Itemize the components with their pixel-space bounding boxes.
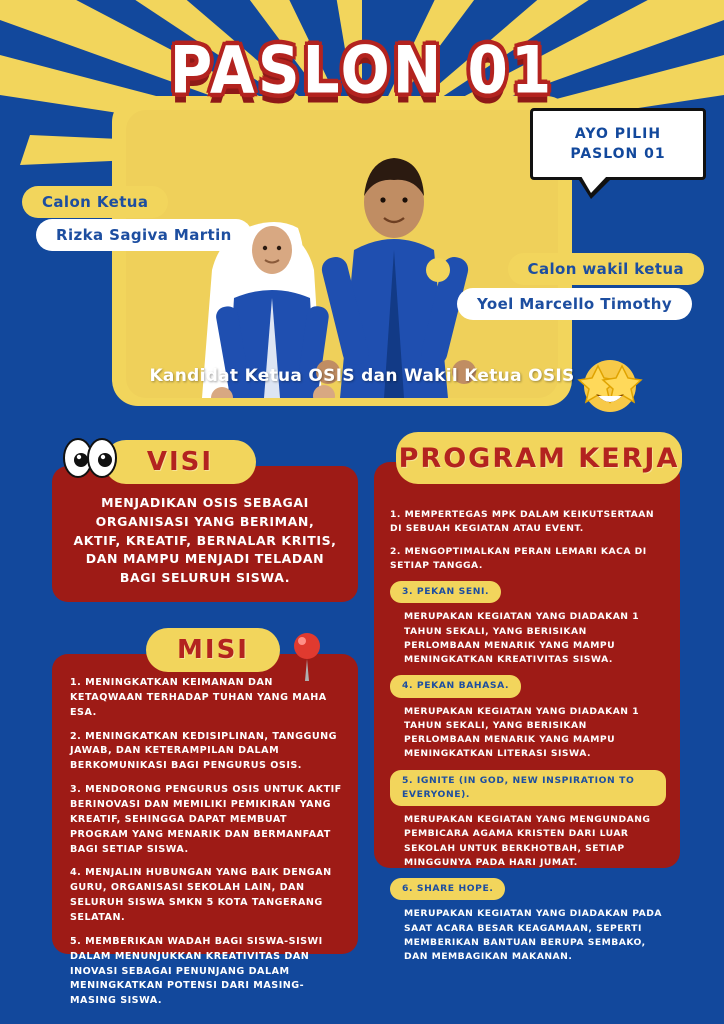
vote-callout-bubble — [530, 108, 706, 180]
visi-heading: VISI — [104, 440, 256, 484]
program-kerja-card — [374, 462, 680, 962]
eyes-icon — [60, 436, 120, 480]
star-struck-emoji-icon — [574, 352, 646, 416]
candidates-photo — [126, 110, 558, 398]
page-title: PASLON 01 — [169, 31, 555, 109]
list-item — [390, 878, 666, 964]
program-label: 2. MENGOPTIMALKAN PERAN LEMARI KACA DI SETIAP TANGGA. — [390, 545, 647, 571]
bubble-line-1: AYO PILIH — [574, 126, 662, 142]
list-item — [390, 581, 666, 667]
program-kerja-heading: PROGRAM KERJA — [396, 432, 682, 484]
misi-card — [52, 654, 358, 1007]
wakil-name: Yoel Marcello Timothy — [457, 288, 692, 320]
list-item: 2. MENINGKATKAN KEDISIPLINAN, TANGGUNG JAWAB, DAN KETERAMPILAN DALAM BERKOMUNIKASI BAGI PENGURUS OSIS. — [70, 730, 338, 772]
ketua-label: Calon Ketua — [22, 186, 168, 218]
list-item: 1. MENINGKATKAN KEIMANAN DAN KETAQWAAN TERHADAP TUHAN YANG MAHA ESA. — [70, 677, 327, 718]
program-description: MERUPAKAN KEGIATAN YANG DIADAKAN 1 TAHUN SEKALI, YANG BERISIKAN PERLOMBAAN MENARIK YANG MAMPU MENINGKATKAN LITERASI SISWA. — [404, 705, 640, 760]
program-description: MERUPAKAN KEGIATAN YANG MENGUNDANG PEMBICARA AGAMA KRISTEN DARI LUAR SEKOLAH UNTUK BERKHOTBAH, SETIAP MINGGUNYA PADA HARI JUMAT. — [404, 814, 651, 868]
program-kerja-list — [390, 508, 666, 972]
poster-title-wrap — [0, 31, 724, 109]
list-item: 4. MENJALIN HUBUNGAN YANG BAIK DENGAN GURU, ORGANISASI SEKOLAH LAIN, DAN SELURUH SISWA SMKN 5 KOTA TANGERANG SELATAN. — [70, 867, 332, 924]
program-description: MERUPAKAN KEGIATAN YANG DIADAKAN 1 TAHUN SEKALI, YANG BERISIKAN PERLOMBAAN MENARIK YANG MAMPU MENINGKATKAN KREATIVITAS SISWA. — [404, 611, 640, 665]
list-item — [390, 508, 666, 537]
list-item — [390, 545, 666, 574]
program-highlight: 6. SHARE HOPE. — [390, 878, 505, 900]
candidates-illustration — [126, 110, 558, 398]
list-item: 5. MEMBERIKAN WADAH BAGI SISWA-SISWI DALAM MENUNJUKKAN KREATIVITAS DAN INOVASI SEBAGAI PENUNJANG DALAM MENINGKATKAN POTENSI DARI MASING-MASING SISWA. — [70, 935, 323, 1007]
visi-text: MENJADIKAN OSIS SEBAGAI ORGANISASI YANG BERIMAN, AKTIF, KREATIF, BERNALAR KRITIS, DAN MAMPU MENJADI TELADAN BAGI SELURUH SISWA. — [73, 495, 337, 585]
program-highlight: 5. IGNITE (IN GOD, NEW INSPIRATION TO EVERYONE). — [390, 770, 666, 807]
list-item — [390, 770, 666, 871]
misi-heading: MISI — [146, 628, 280, 672]
list-item: 3. MENDORONG PENGURUS OSIS UNTUK AKTIF BERINOVASI DAN MEMILIKI PEMIKIRAN YANG KREATIF, SEHINGGA DAPAT MEMBUAT PROGRAM YANG MENARIK DAN BERMANFAAT BAGI SETIAP SISWA. — [70, 784, 342, 855]
program-label: 1. MEMPERTEGAS MPK DALAM KEIKUTSERTAAN DI SEBUAH KEGIATAN ATAU EVENT. — [390, 509, 655, 535]
push-pin-icon — [290, 630, 324, 682]
program-description: MERUPAKAN KEGIATAN YANG DIADAKAN PADA SAAT ACARA BESAR KEAGAMAAN, SEPERTI MEMBERIKAN BANTUAN BERUPA SEMBAKO, DAN MEMBAGIKAN MAKANAN. — [404, 908, 662, 962]
bubble-line-2: PASLON 01 — [570, 146, 666, 162]
list-item — [390, 675, 666, 761]
wakil-label: Calon wakil ketua — [508, 253, 704, 285]
program-highlight: 3. PEKAN SENI. — [390, 581, 501, 603]
ketua-name: Rizka Sagiva Martin — [36, 219, 252, 251]
visi-card — [52, 466, 358, 602]
misi-list — [70, 676, 342, 1018]
poster-caption: Kandidat Ketua OSIS dan Wakil Ketua OSIS — [149, 366, 575, 386]
program-highlight: 4. PEKAN BAHASA. — [390, 675, 521, 697]
